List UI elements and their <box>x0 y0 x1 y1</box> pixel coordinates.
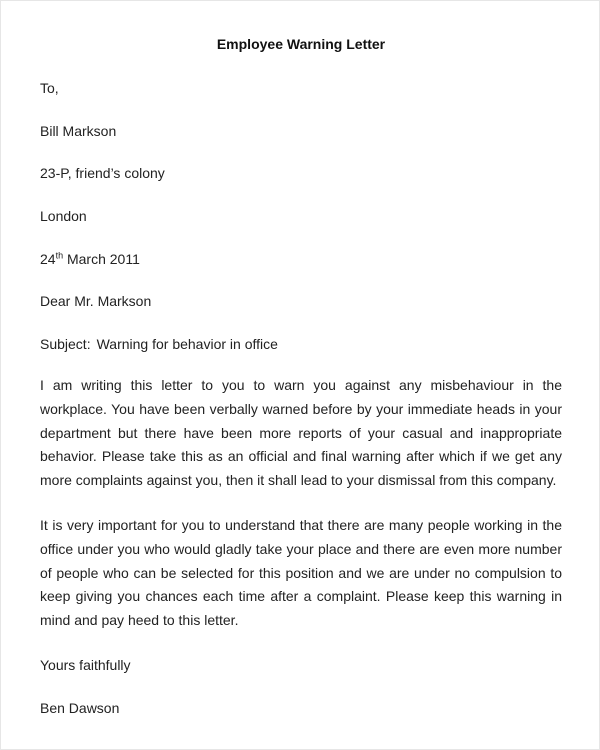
paragraph-1: I am writing this letter to you to warn you against any misbehaviour in the workplace. You have been verbally warned before by your immediate heads in your department but there have been more reports of your casual and inappropriate behavior. Please take this as an official and final warning after which if we get any more complaints against you, then it shall lead to your dismissal from this company. <box>40 377 562 489</box>
closing: Yours faithfully <box>40 657 131 673</box>
paragraph-2: It is very important for you to understand that there are many people working in the office under you who would gladly take your place and there are even more number of people who can be selected for this position and we are under no compulsion to keep giving you chances each time after a complaint. Please keep this warning in mind and pay heed to this letter. <box>40 517 562 629</box>
recipient-name: Bill Markson <box>40 123 117 139</box>
subject-text: Warning for behavior in office <box>96 336 278 352</box>
letter-date <box>40 251 140 268</box>
date-rest: March 2011 <box>63 251 140 267</box>
subject-label: Subject: <box>40 336 91 352</box>
letter-title: Employee Warning Letter <box>216 36 386 52</box>
date-suffix: th <box>55 250 64 261</box>
subject-line <box>40 336 278 353</box>
to-label: To, <box>40 80 59 96</box>
address-line: 23-P, friend’s colony <box>40 165 165 181</box>
salutation: Dear Mr. Markson <box>40 293 152 309</box>
signatory: Ben Dawson <box>40 700 120 716</box>
city: London <box>40 208 87 224</box>
date-day: 24 <box>40 251 56 267</box>
